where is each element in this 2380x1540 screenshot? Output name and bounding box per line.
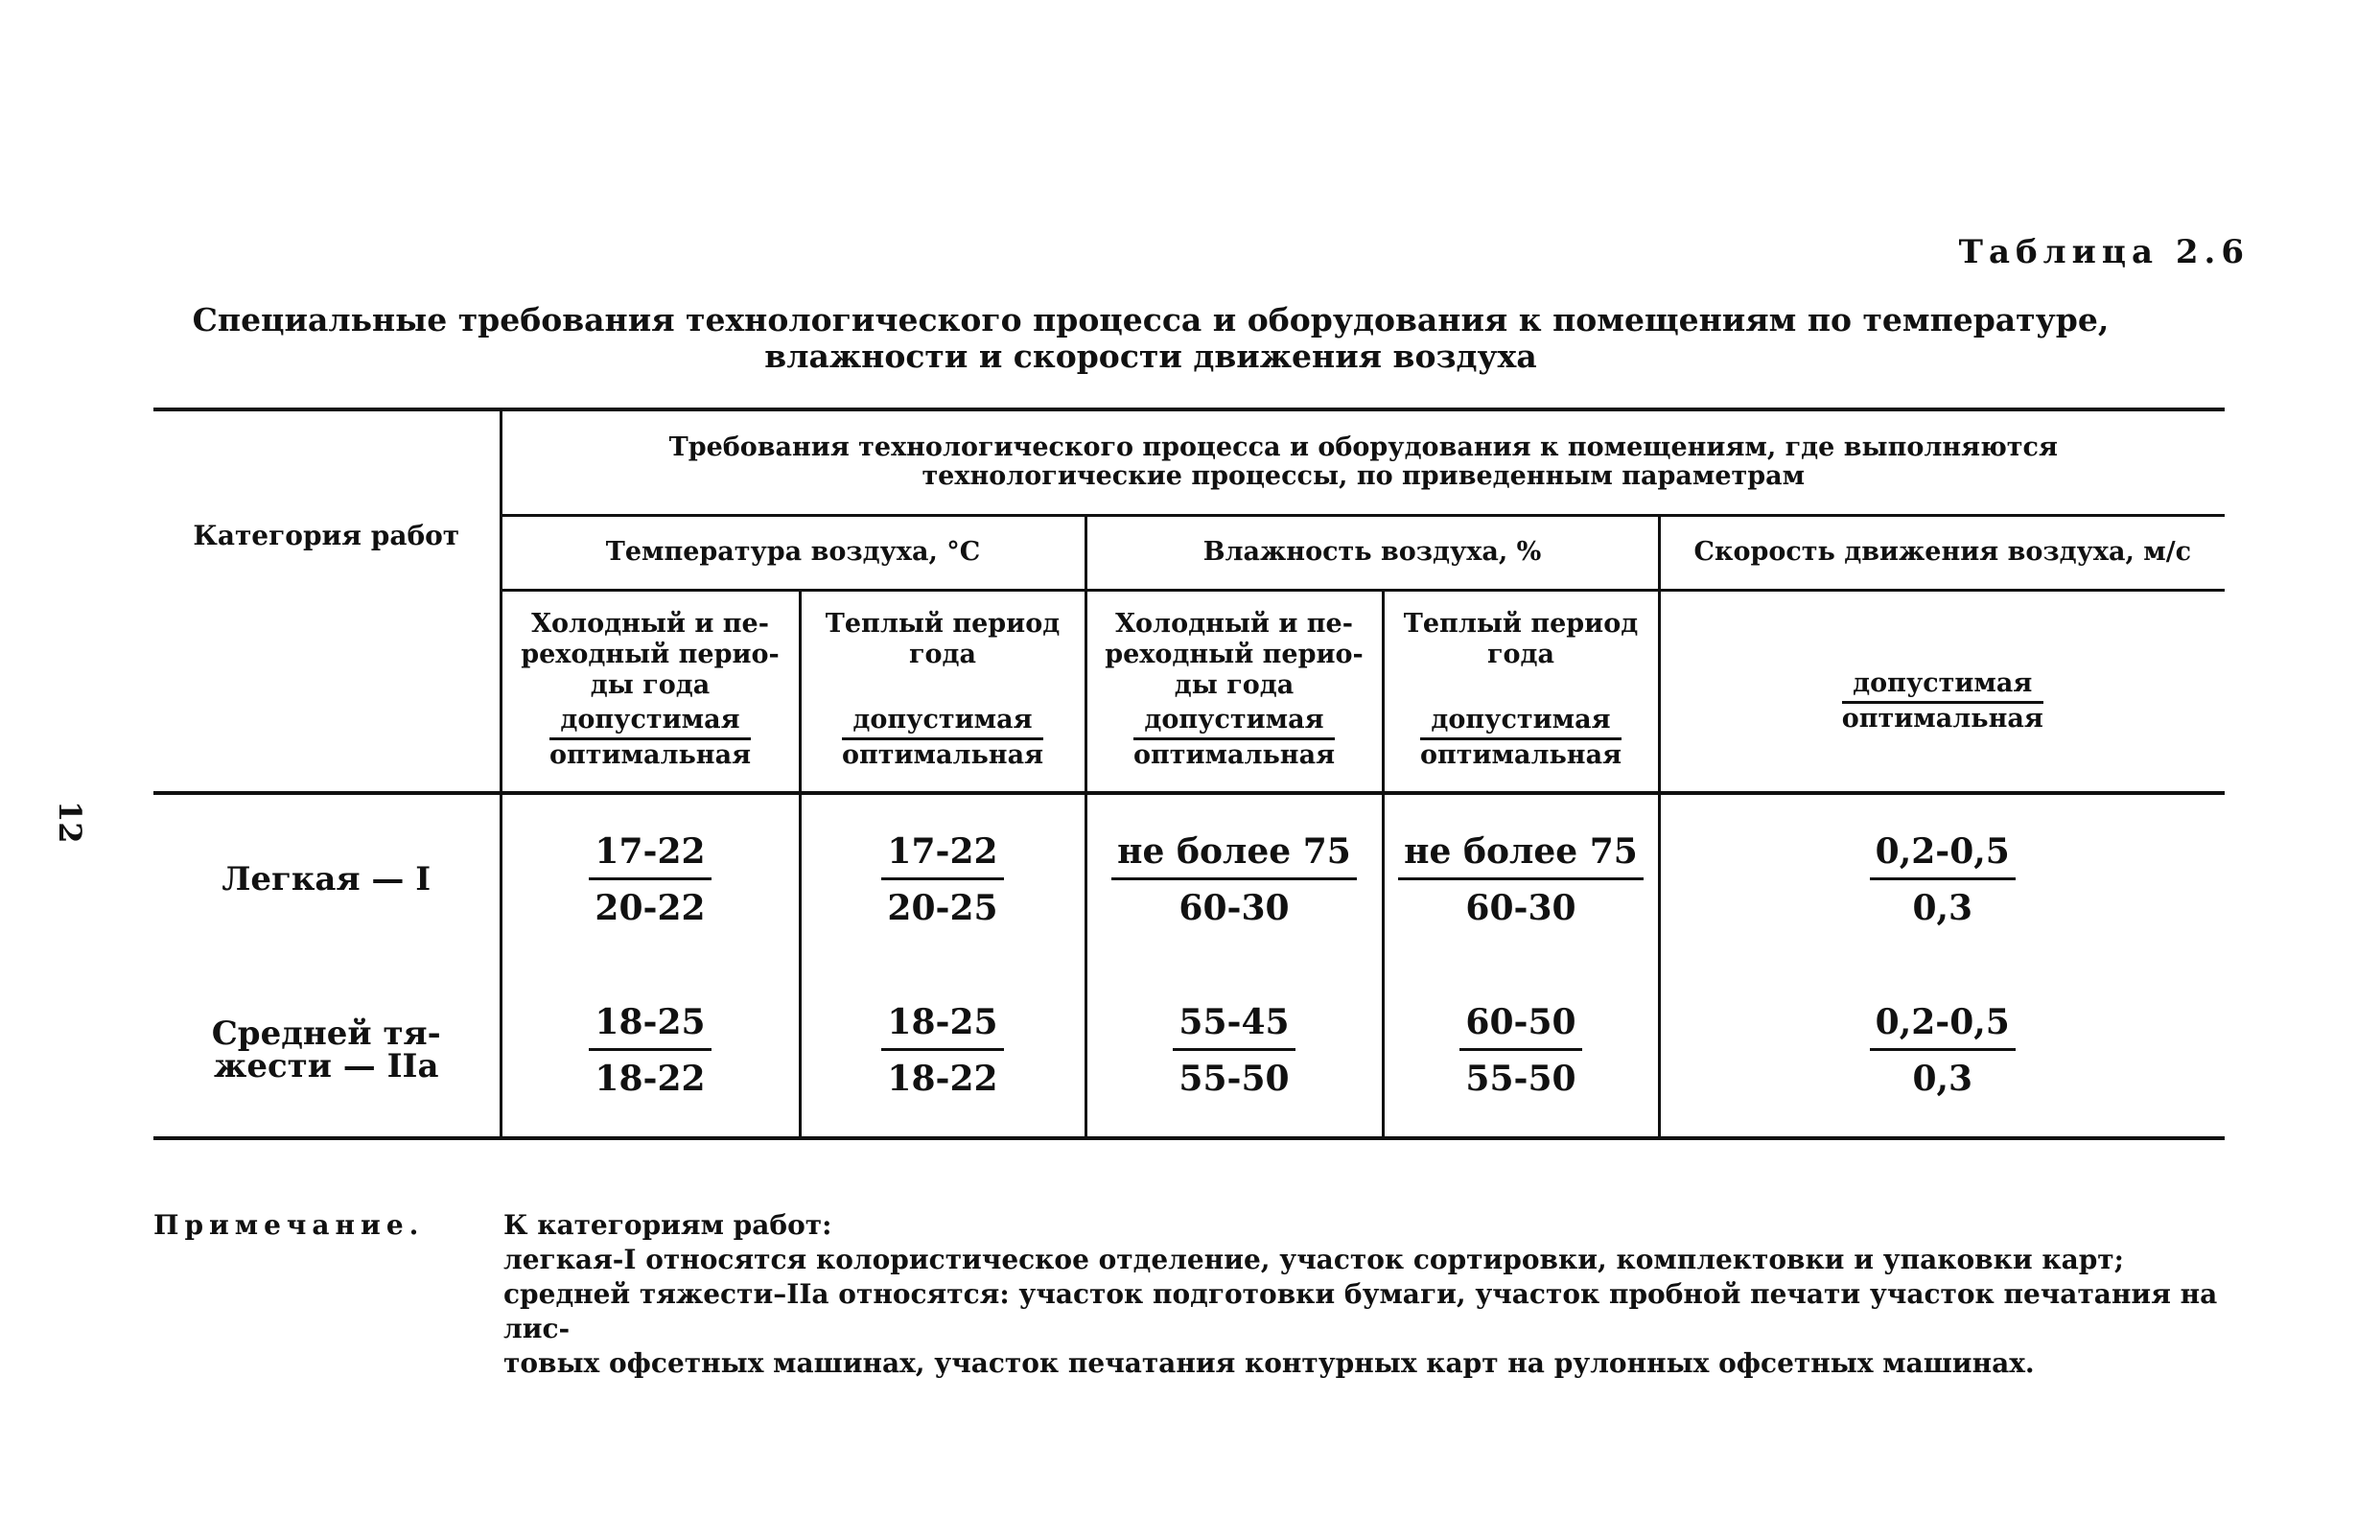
allowed-label: допустимая <box>1133 705 1335 740</box>
table-row <box>153 964 2225 1138</box>
value-optimal: 60-30 <box>1178 887 1290 928</box>
optimal-label: оптимальная <box>1841 704 2043 735</box>
page-number: 12 <box>52 801 88 844</box>
value-optimal: 55-50 <box>1465 1058 1576 1099</box>
value-allowed: 60-50 <box>1459 1002 1581 1051</box>
allowed-label: допустимая <box>549 705 751 740</box>
subheader-temp-warm-line-1: Теплый период <box>825 608 1061 639</box>
value-allowed: 0,2-0,5 <box>1870 831 2016 880</box>
cell-temp-warm <box>800 793 1085 964</box>
subheader-temp-cold <box>501 590 800 793</box>
header-requirements-line-2: технологические процессы, по приведенным параметрам <box>922 461 1806 492</box>
cell-speed <box>1659 793 2225 964</box>
cell-hum-warm <box>1383 793 1659 964</box>
optimal-label: оптимальная <box>1419 739 1622 770</box>
value-optimal: 60-30 <box>1465 887 1576 928</box>
cell-temp-warm <box>800 964 1085 1138</box>
row-category-line: Средней тя- <box>211 1015 441 1053</box>
value-allowed: 18-25 <box>881 1002 1003 1051</box>
value-optimal: 20-22 <box>595 887 706 928</box>
subheader-temp-warm <box>800 590 1085 793</box>
header-category: Категория работ <box>153 409 501 793</box>
table-title-line-1: Специальные требования технологического процесса и оборудования к помещениям по температуре, <box>192 301 2110 338</box>
note-label: Примечание. <box>153 1209 425 1241</box>
allowed-label: допустимая <box>1420 705 1622 740</box>
value-allowed: не более 75 <box>1111 831 1357 880</box>
header-requirements-line-1: Требования технологического процесса и оборудования к помещениям, где выполняются <box>668 432 2058 463</box>
value-allowed: 18-25 <box>589 1002 711 1051</box>
value-allowed: 55-45 <box>1173 1002 1295 1051</box>
header-requirements <box>501 409 2225 515</box>
cell-temp-cold <box>501 793 800 964</box>
optimal-label: оптимальная <box>841 739 1044 770</box>
value-optimal: 0,3 <box>1912 887 1973 928</box>
subheader-hum-warm <box>1383 590 1659 793</box>
cell-hum-cold <box>1085 964 1383 1138</box>
value-optimal: 18-22 <box>595 1058 706 1099</box>
value-optimal: 55-50 <box>1178 1058 1290 1099</box>
value-allowed: 17-22 <box>881 831 1003 880</box>
subheader-speed <box>1659 590 2225 793</box>
value-allowed: 0,2-0,5 <box>1870 1002 2016 1051</box>
row-category-line: жести — IIa <box>214 1047 439 1085</box>
subheader-temp-cold-line-3: ды года <box>590 669 711 700</box>
value-allowed: не более 75 <box>1398 831 1644 880</box>
note-line-3: средней тяжести–IIa относятся: участок подготовки бумаги, участок пробной печати участок печатания на лис- <box>503 1278 2218 1344</box>
optimal-label: оптимальная <box>548 739 752 770</box>
subheader-hum-cold-line-3: ды года <box>1174 669 1295 700</box>
allowed-label: допустимая <box>842 705 1043 740</box>
subheader-hum-warm-line-1: Теплый период <box>1403 608 1639 639</box>
subheader-temp-warm-line-2: года <box>908 639 977 669</box>
subheader-hum-warm-line-2: года <box>1486 639 1555 669</box>
note-line-1: К категориям работ: <box>503 1209 832 1241</box>
value-optimal: 0,3 <box>1912 1058 1973 1099</box>
cell-hum-warm <box>1383 964 1659 1138</box>
subheader-hum-cold-line-2: реходный перио- <box>1105 639 1364 669</box>
subheader-temp-cold-line-1: Холодный и пе- <box>531 608 769 639</box>
value-optimal: 20-25 <box>887 887 998 928</box>
header-speed: Скорость движения воздуха, м/с <box>1659 515 2225 590</box>
optimal-label: оптимальная <box>1132 739 1336 770</box>
cell-hum-cold <box>1085 793 1383 964</box>
note-body <box>503 1208 2277 1381</box>
header-humidity: Влажность воздуха, % <box>1085 515 1659 590</box>
requirements-table <box>153 408 2225 1140</box>
allowed-label: допустимая <box>1842 668 2043 704</box>
note-line-4: товых офсетных машинах, участок печатания контурных карт на рулонных офсетных машинах. <box>503 1347 2035 1379</box>
cell-speed <box>1659 964 2225 1138</box>
note-line-2: легкая-I относятся колористическое отделение, участок сортировки, комплектовки и упаковки карт; <box>503 1244 2124 1275</box>
row-category-line: Легкая — I <box>222 860 432 898</box>
table-title-line-2: влажности и скорости движения воздуха <box>764 338 1537 375</box>
subheader-hum-cold <box>1085 590 1383 793</box>
row-category <box>153 793 501 964</box>
header-temperature: Температура воздуха, °С <box>501 515 1085 590</box>
subheader-temp-cold-line-2: реходный перио- <box>521 639 780 669</box>
value-allowed: 17-22 <box>589 831 711 880</box>
table-label: Таблица 2.6 <box>1958 233 2250 271</box>
cell-temp-cold <box>501 964 800 1138</box>
row-category <box>153 964 501 1138</box>
value-optimal: 18-22 <box>887 1058 998 1099</box>
table-title <box>192 302 2110 375</box>
subheader-hum-cold-line-1: Холодный и пе- <box>1115 608 1353 639</box>
table-row <box>153 793 2225 964</box>
